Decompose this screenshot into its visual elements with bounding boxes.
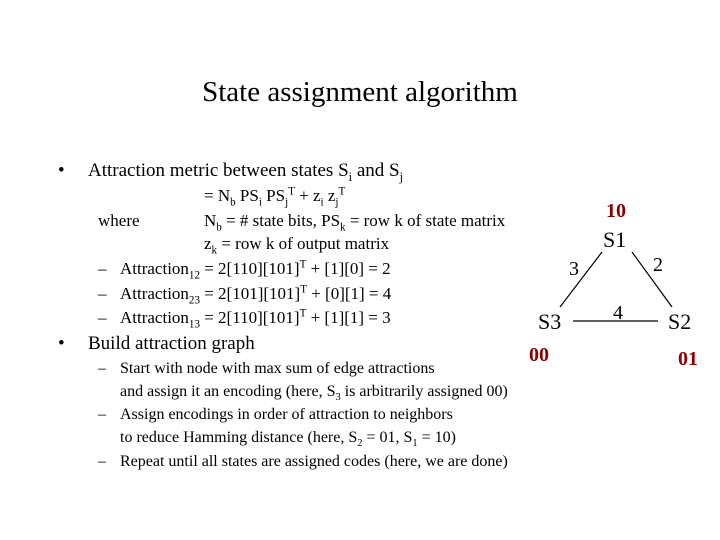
node-s3: S3 — [538, 309, 562, 334]
step-1-line-1: Start with node with max sum of edge attractions — [120, 360, 435, 377]
code-s2: 01 — [678, 348, 698, 370]
bullet-1-text: Attraction metric between states $S_i$ and $S_j$ — [88, 160, 404, 184]
zk-definition: $z_k$ = row k of output matrix — [204, 234, 390, 257]
attraction-12: Attraction$_{12}$ = $2[110][101]^T + [1][0] = 2$ — [120, 258, 391, 282]
attraction-23: Attraction$_{23}$ = $2[101][101]^T + [0][1] = 4$ — [120, 283, 392, 307]
attraction-dash: – — [98, 308, 107, 327]
node-s1: S1 — [603, 227, 627, 252]
weight-s3-s2: 4 — [613, 302, 623, 324]
where-label: where — [98, 211, 140, 230]
step-2-line-2: to reduce Hamming distance (here, $S_2 = 01$, $S_1 = 10$) — [120, 429, 456, 450]
code-s3: 00 — [529, 344, 549, 366]
step-2-line-1: Assign encodings in order of attraction to neighbors — [120, 406, 453, 423]
step-dash: – — [98, 453, 106, 470]
page-title: State assignment algorithm — [202, 76, 518, 108]
attraction-dash: – — [98, 284, 107, 303]
code-s1: 10 — [606, 200, 626, 222]
attraction-formula: = $N_b$ $PS_i$ $PS_j^T + z_i$ $z_j^T$ — [204, 185, 346, 209]
weight-s1-s3: 3 — [569, 258, 579, 280]
nb-definition: $N_b$ = # state bits, $PS_k$ = row k of state matrix — [204, 211, 506, 234]
node-s2: S2 — [668, 309, 692, 334]
attraction-dash: – — [98, 259, 107, 278]
step-1-line-2: and assign it an encoding (here, $S_3$ is arbitrarily assigned 00) — [120, 383, 508, 404]
bullet-2-marker: • — [58, 333, 65, 354]
attraction-13: Attraction$_{13}$ = $2[110][101]^T + [1][1] = 3$ — [120, 307, 391, 331]
bullet-1-marker: • — [58, 160, 65, 181]
step-3-line-1: Repeat until all states are assigned codes (here, we are done) — [120, 453, 508, 470]
weight-s1-s2: 2 — [653, 254, 663, 276]
step-dash: – — [98, 406, 106, 423]
step-dash: – — [98, 360, 106, 377]
bullet-2-text: Build attraction graph — [88, 333, 255, 354]
edge-s1-s2 — [632, 252, 672, 307]
edge-s1-s3 — [560, 252, 602, 307]
